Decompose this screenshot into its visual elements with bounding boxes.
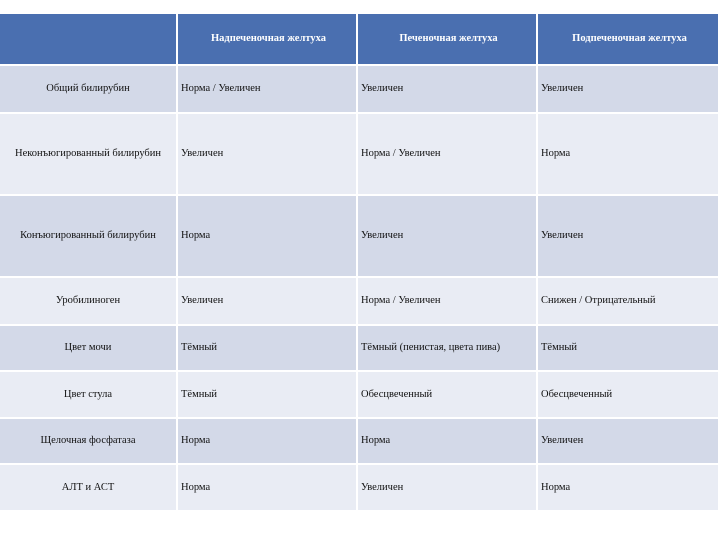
table-cell: Увеличен [358, 66, 538, 114]
table-row [0, 278, 720, 326]
row-label: Неконъюгированный билирубин [0, 114, 178, 196]
table-row [0, 326, 720, 372]
table-cell: Увеличен [538, 66, 720, 114]
row-label: АЛТ и АСТ [0, 465, 178, 512]
header-hepatic: Печеночная желтуха [358, 14, 538, 66]
table-cell: Тёмный [178, 326, 358, 372]
table-cell: Обесцвеченный [358, 372, 538, 419]
table-cell: Норма [178, 419, 358, 465]
table-cell: Норма [178, 465, 358, 512]
table-cell: Тёмный [178, 372, 358, 419]
header-corner [0, 14, 178, 66]
header-row [0, 14, 720, 66]
table-cell: Обесцвеченный [538, 372, 720, 419]
jaundice-comparison-table [0, 14, 720, 512]
row-label: Цвет мочи [0, 326, 178, 372]
row-label: Цвет стула [0, 372, 178, 419]
table-row [0, 419, 720, 465]
header-posthepatic: Подпеченочная желтуха [538, 14, 720, 66]
table-row [0, 66, 720, 114]
table-cell: Увеличен [178, 278, 358, 326]
table-cell: Норма [538, 114, 720, 196]
table-cell: Снижен / Отрицательный [538, 278, 720, 326]
table-cell: Увеличен [178, 114, 358, 196]
table-cell: Норма / Увеличен [358, 114, 538, 196]
row-label: Конъюгированный билирубин [0, 196, 178, 278]
table-cell: Увеличен [358, 196, 538, 278]
table-cell: Увеличен [538, 419, 720, 465]
table-cell: Норма [358, 419, 538, 465]
header-prehepatic: Надпеченочная желтуха [178, 14, 358, 66]
table-row [0, 372, 720, 419]
table-cell: Тёмный (пенистая, цвета пива) [358, 326, 538, 372]
table-cell: Норма / Увеличен [178, 66, 358, 114]
table-cell: Норма / Увеличен [358, 278, 538, 326]
table-cell: Увеличен [538, 196, 720, 278]
table-row [0, 465, 720, 512]
table-cell: Норма [178, 196, 358, 278]
row-label: Щелочная фосфатаза [0, 419, 178, 465]
row-label: Уробилиноген [0, 278, 178, 326]
table-row [0, 114, 720, 196]
table-cell: Тёмный [538, 326, 720, 372]
table-cell: Увеличен [358, 465, 538, 512]
table-cell: Норма [538, 465, 720, 512]
table-row [0, 196, 720, 278]
row-label: Общий билирубин [0, 66, 178, 114]
